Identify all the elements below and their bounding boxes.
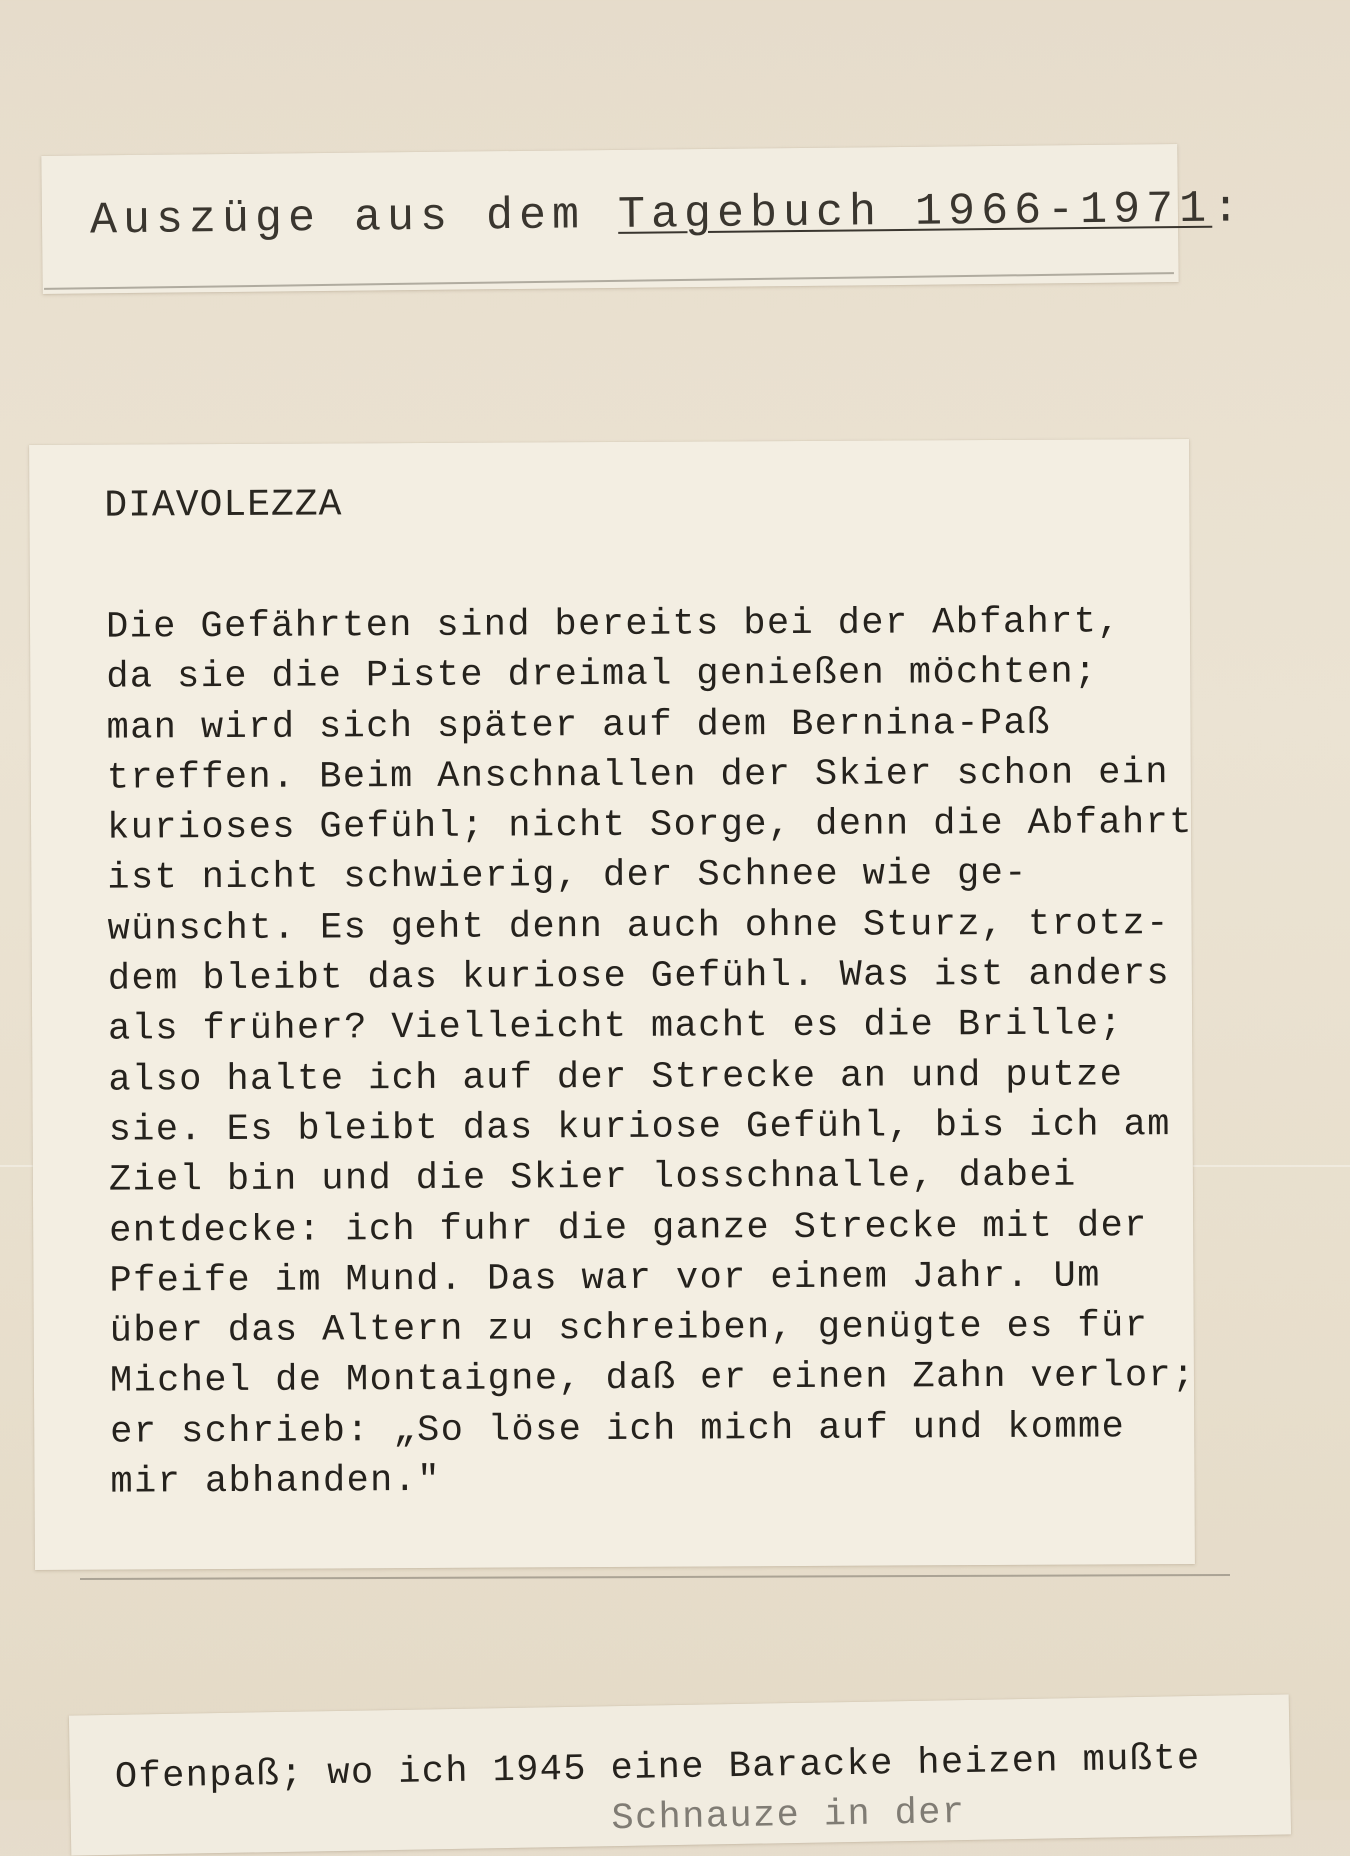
entry-line: wünscht. Es geht denn auch ohne Sturz, trotz- [107, 902, 1170, 951]
title-strip [41, 144, 1246, 294]
entry-body [106, 597, 1211, 1508]
entry-line: Pfeife im Mund. Das war vor einem Jahr. Um [109, 1255, 1101, 1303]
entry-line: ist nicht schwierig, der Schnee wie ge- [107, 853, 1028, 901]
entry-line: da sie die Piste dreimal genießen möchten; [106, 651, 1098, 699]
entry-line: Ziel bin und die Skier losschnalle, dabei [108, 1154, 1077, 1202]
entry-line: als früher? Vielleicht macht es die Brille; [108, 1003, 1124, 1052]
entry-line: treffen. Beim Anschnallen der Skier schon ein [106, 751, 1170, 800]
title-suffix: : [1211, 183, 1246, 235]
title-prefix: Auszüge aus dem [89, 189, 619, 247]
diary-entry-sheet [29, 439, 1195, 1570]
next-entry-sheet [69, 1694, 1291, 1855]
title-underlined-text: Tagebuch 1966-1971 [617, 183, 1213, 241]
entry-line: man wird sich später auf dem Bernina-Paß [106, 702, 1051, 750]
page-title [90, 183, 1246, 246]
entry-line: also halte ich auf der Strecke an und putze [108, 1053, 1124, 1102]
entry-line: über das Altern zu schreiben, genügte es für [109, 1305, 1149, 1353]
entry-line: entdecke: ich fuhr die ganze Strecke mit der [109, 1204, 1148, 1253]
entry-line: Die Gefährten sind bereits bei der Abfahrt, [105, 601, 1122, 649]
entry-line: er schrieb: „So löse ich mich auf und komme [110, 1406, 1126, 1454]
entry-line: mir abhanden." [110, 1459, 442, 1504]
entry-line: Michel de Montaigne, daß er einen Zahn verlor; [109, 1355, 1196, 1404]
next-entry-line: Ofenpaß; wo ich 1945 eine Baracke heizen mußte [114, 1737, 1201, 1799]
entry-heading: DIAVOLEZZA [104, 483, 343, 528]
next-entry-line-partial: Schnauze in der [115, 1792, 966, 1849]
entry-line: sie. Es bleibt das kuriose Gefühl, bis ich am [108, 1104, 1171, 1152]
entry-rule [80, 1574, 1230, 1580]
entry-line: kurioses Gefühl; nicht Sorge, denn die Abfahrt [106, 802, 1193, 850]
entry-line: dem bleibt das kuriose Gefühl. Was ist anders [107, 953, 1171, 1001]
